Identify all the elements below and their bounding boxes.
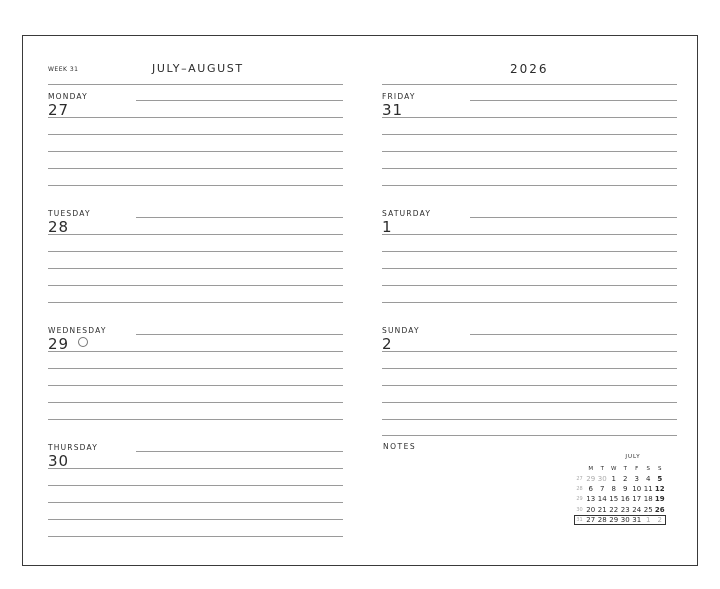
ruled-line [382, 234, 677, 235]
ruled-line [48, 234, 343, 235]
mini-day: 14 [597, 495, 607, 504]
mini-day: 30 [597, 475, 607, 484]
ruled-line [48, 402, 343, 403]
week-number: WEEK 31 [48, 66, 79, 73]
mini-day: 24 [632, 505, 642, 514]
day-name: SUNDAY [382, 326, 420, 335]
day-number-text: 31 [382, 101, 404, 119]
ruled-line [470, 100, 677, 101]
ruled-line [470, 334, 677, 335]
day-number-text: 30 [48, 452, 70, 470]
mini-day: 4 [646, 475, 651, 484]
mini-day: 20 [586, 505, 596, 514]
mini-day: 28 [597, 515, 607, 524]
ruled-line [48, 117, 343, 118]
mini-week-number: 31 [576, 516, 583, 523]
day-name: MONDAY [48, 92, 88, 101]
ruled-line [48, 268, 343, 269]
ruled-line [48, 468, 343, 469]
ruled-line [382, 368, 677, 369]
mini-day: 9 [623, 485, 628, 494]
mini-day: 26 [654, 505, 665, 514]
mini-day: 27 [586, 515, 596, 524]
ruled-line [48, 302, 343, 303]
day-name: FRIDAY [382, 92, 416, 101]
day-name: THURSDAY [48, 443, 99, 452]
ruled-line [48, 151, 343, 152]
ruled-line [382, 351, 677, 352]
ruled-line [48, 536, 343, 537]
ruled-line [48, 168, 343, 169]
mini-day: 12 [654, 485, 665, 494]
mini-day: 7 [600, 485, 605, 494]
mini-day: 5 [657, 475, 663, 484]
day-number [48, 452, 69, 470]
day-number [382, 101, 403, 119]
mini-weekday: T [600, 466, 604, 472]
mini-day: 22 [609, 505, 619, 514]
mini-day: 29 [609, 515, 619, 524]
day-number [382, 335, 393, 353]
ruled-line [382, 151, 677, 152]
mini-day: 1 [611, 475, 616, 484]
mini-calendar-grid [574, 464, 666, 525]
mini-day: 19 [654, 495, 665, 504]
notes-label: NOTES [383, 442, 417, 451]
day-number-text: 29 [48, 335, 70, 353]
mini-calendar [574, 454, 678, 525]
month-range: JULY–AUGUST [152, 62, 244, 75]
ruled-line [382, 435, 677, 436]
ruled-line [382, 134, 677, 135]
mini-week-row [574, 505, 666, 515]
ruled-line [382, 185, 677, 186]
mini-day: 17 [632, 495, 642, 504]
mini-day: 30 [620, 515, 630, 524]
mini-week-number: 27 [576, 476, 583, 483]
ruled-line [382, 117, 677, 118]
mini-day: 13 [586, 495, 596, 504]
ruled-line [48, 385, 343, 386]
year-label: 2026 [510, 62, 549, 76]
mini-week-number: 28 [576, 486, 583, 493]
mini-day: 25 [643, 505, 653, 514]
ruled-line [48, 185, 343, 186]
mini-day: 10 [632, 485, 642, 494]
mini-weekday: T [623, 466, 627, 472]
day-name: TUESDAY [48, 209, 91, 218]
ruled-line [136, 451, 343, 452]
mini-week-number: 30 [576, 506, 583, 513]
day-number [48, 218, 69, 236]
ruled-line [382, 168, 677, 169]
ruled-line [382, 84, 677, 85]
ruled-line [48, 285, 343, 286]
mini-week-row [574, 494, 666, 504]
mini-day: 15 [609, 495, 619, 504]
mini-weekday: M [588, 466, 594, 472]
day-name: WEDNESDAY [48, 326, 107, 335]
mini-day: 1 [646, 515, 651, 524]
mini-calendar-month: JULY [625, 454, 641, 460]
day-number [48, 335, 88, 353]
mini-weekday: S [646, 466, 650, 472]
mini-week-row [574, 474, 666, 484]
mini-weekday: F [635, 466, 639, 472]
day-number [382, 218, 393, 236]
day-number-text: 1 [382, 218, 393, 236]
ruled-line [48, 368, 343, 369]
ruled-line [48, 519, 343, 520]
day-name: SATURDAY [382, 209, 432, 218]
mini-weekday: W [611, 466, 617, 472]
mini-week-number: 29 [576, 496, 583, 503]
mini-day: 6 [588, 485, 593, 494]
day-number-text: 2 [382, 335, 393, 353]
mini-day: 11 [643, 485, 653, 494]
ruled-line [48, 251, 343, 252]
mini-day: 2 [623, 475, 628, 484]
ruled-line [136, 100, 343, 101]
ruled-line [136, 217, 343, 218]
ruled-line [382, 402, 677, 403]
day-number-text: 28 [48, 218, 70, 236]
mini-day: 31 [632, 515, 642, 524]
ruled-line [382, 251, 677, 252]
mini-day: 2 [657, 515, 662, 524]
mini-day: 23 [620, 505, 630, 514]
ruled-line [382, 385, 677, 386]
ruled-line [48, 351, 343, 352]
full-moon-icon [78, 337, 88, 347]
mini-day: 18 [643, 495, 653, 504]
ruled-line [382, 302, 677, 303]
mini-weekday: S [658, 466, 662, 472]
ruled-line [48, 485, 343, 486]
ruled-line [382, 419, 677, 420]
ruled-line [136, 334, 343, 335]
mini-week-row [574, 484, 666, 494]
ruled-line [48, 134, 343, 135]
ruled-line [382, 268, 677, 269]
mini-week-row [574, 515, 666, 525]
mini-day: 21 [597, 505, 607, 514]
ruled-line [48, 84, 343, 85]
day-number-text: 27 [48, 101, 70, 119]
ruled-line [48, 419, 343, 420]
day-number [48, 101, 69, 119]
ruled-line [48, 502, 343, 503]
ruled-line [382, 285, 677, 286]
mini-day: 29 [586, 475, 596, 484]
ruled-line [470, 217, 677, 218]
mini-day: 8 [611, 485, 616, 494]
mini-day: 3 [634, 475, 639, 484]
mini-day: 16 [620, 495, 630, 504]
